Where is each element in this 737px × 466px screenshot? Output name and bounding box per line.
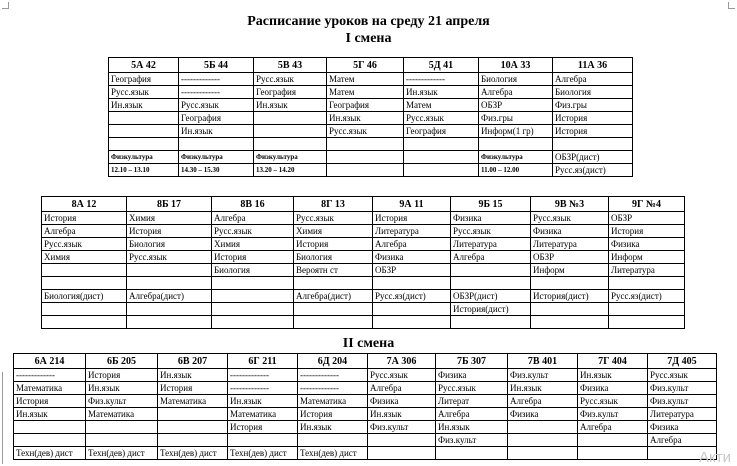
lesson-cell: Биология (212, 264, 294, 277)
lesson-cell: Физика (531, 225, 609, 238)
lesson-cell: Техн(дев) дист (228, 447, 298, 460)
class-header: 6Б 205 (86, 354, 158, 369)
lesson-cell: Алгебра (436, 408, 508, 421)
lesson-cell (254, 138, 327, 151)
watermark-text: Акти (699, 449, 731, 466)
lesson-cell: Физика (648, 421, 717, 434)
lesson-cell: Русс.язык (648, 369, 717, 382)
lesson-cell (373, 316, 451, 329)
lesson-cell (127, 316, 212, 329)
lesson-cell: Физ.культ (368, 421, 436, 434)
lesson-cell: Физ.культ (578, 408, 648, 421)
lesson-cell: Русс.язык (127, 251, 212, 264)
lesson-cell: Русс.язык (436, 382, 508, 395)
lesson-cell (508, 421, 578, 434)
class-header: 11А 36 (553, 58, 633, 73)
lesson-cell: Физика (373, 251, 451, 264)
lesson-cell (531, 316, 609, 329)
lesson-cell (109, 138, 179, 151)
class-header: 7В 401 (508, 354, 578, 369)
lesson-cell: Химия (42, 251, 127, 264)
lesson-cell: Физ.культ (648, 395, 717, 408)
lesson-row (42, 303, 685, 316)
class-header: 6Г 211 (228, 354, 298, 369)
class-header: 9Б 15 (451, 197, 531, 212)
lesson-cell (42, 264, 127, 277)
lesson-cell: Алгебра (479, 86, 553, 99)
lesson-cell: Литература (609, 264, 685, 277)
lesson-cell (578, 447, 648, 460)
lesson-cell: Физ.культ (648, 382, 717, 395)
page-edge-line (2, 372, 3, 464)
lesson-cell: ОБЗР (531, 251, 609, 264)
lesson-cell (373, 277, 451, 290)
lesson-cell: Ин.язык (254, 99, 327, 112)
lesson-row (42, 238, 685, 251)
lesson-row (42, 316, 685, 329)
lesson-cell (451, 316, 531, 329)
lesson-cell: Русс.язык (578, 395, 648, 408)
lesson-cell: Русс.язык (404, 112, 479, 125)
lesson-cell (531, 277, 609, 290)
lesson-cell (451, 264, 531, 277)
class-header: 7Г 404 (578, 354, 648, 369)
lesson-cell (368, 447, 436, 460)
lesson-cell: Русс.яз(дист) (609, 290, 685, 303)
lesson-cell: 13.20 – 14.20 (254, 164, 327, 177)
lesson-cell: История(дист) (531, 290, 609, 303)
lesson-cell (404, 151, 479, 164)
lesson-cell (451, 277, 531, 290)
lesson-cell: Алгебра(дист) (127, 290, 212, 303)
lesson-cell: Ин.язык (179, 125, 254, 138)
lesson-cell: ------------- (14, 369, 86, 382)
lesson-cell: Русс.язык (531, 212, 609, 225)
class-header: 8А 12 (42, 197, 127, 212)
class-header: 9Г №4 (609, 197, 685, 212)
lesson-cell (508, 447, 578, 460)
class-header: 5Б 44 (179, 58, 254, 73)
lesson-cell (254, 125, 327, 138)
lesson-cell: Ин.язык (327, 112, 404, 125)
lesson-cell (609, 277, 685, 290)
lesson-cell: Русс.язык (294, 212, 373, 225)
lesson-cell: Русс.яз(дист) (373, 290, 451, 303)
lesson-cell: Химия (294, 225, 373, 238)
lesson-row (42, 212, 685, 225)
lesson-cell: Физика (508, 408, 578, 421)
lesson-row (109, 112, 633, 125)
class-header: 8Г 13 (294, 197, 373, 212)
lesson-cell: Информ (609, 251, 685, 264)
lesson-cell (14, 421, 86, 434)
lesson-cell: Физика (368, 395, 436, 408)
lesson-cell: История (158, 382, 228, 395)
lesson-cell: Вероятн ст (294, 264, 373, 277)
lesson-cell (327, 138, 404, 151)
lesson-cell: Русс.яз(дист) (553, 164, 633, 177)
lesson-cell: Физкультура (109, 151, 179, 164)
lesson-cell: Русс.язык (179, 99, 254, 112)
lesson-cell (479, 138, 553, 151)
lesson-row (42, 225, 685, 238)
lesson-row (109, 99, 633, 112)
lesson-cell: Ин.язык (86, 382, 158, 395)
lesson-cell (212, 303, 294, 316)
class-header: 5Д 41 (404, 58, 479, 73)
lesson-cell: ------------- (298, 369, 368, 382)
lesson-cell: Физкультура (479, 151, 553, 164)
corner-mark-left (2, 2, 9, 9)
lesson-cell: История (212, 251, 294, 264)
lesson-cell (212, 277, 294, 290)
lesson-cell: Биология (127, 238, 212, 251)
lesson-cell (531, 303, 609, 316)
lesson-cell: История (127, 225, 212, 238)
lesson-cell: Литерат (436, 395, 508, 408)
lesson-row (109, 164, 633, 177)
lesson-cell (127, 264, 212, 277)
lesson-cell (86, 421, 158, 434)
lesson-cell (127, 277, 212, 290)
lesson-cell: Техн(дев) дист (298, 447, 368, 460)
lesson-cell (327, 164, 404, 177)
lesson-cell: История(дист) (451, 303, 531, 316)
schedule-table-shift2 (13, 353, 717, 460)
lesson-cell: История (42, 212, 127, 225)
lesson-cell: Алгебра (451, 251, 531, 264)
lesson-cell (179, 138, 254, 151)
lesson-cell: Алгебра (212, 212, 294, 225)
lesson-cell (609, 316, 685, 329)
lesson-cell: Алгебра(дист) (294, 290, 373, 303)
lesson-cell (42, 277, 127, 290)
class-header: 9А 11 (373, 197, 451, 212)
lesson-cell: Русс.язык (212, 225, 294, 238)
class-header: 8В 16 (212, 197, 294, 212)
lesson-cell: ОБЗР(дист) (451, 290, 531, 303)
lesson-cell: История (609, 225, 685, 238)
lesson-cell: Ин.язык (109, 99, 179, 112)
lesson-cell: Литература (451, 238, 531, 251)
lesson-cell: Биология (294, 251, 373, 264)
lesson-cell: Физкультура (254, 151, 327, 164)
lesson-cell (127, 303, 212, 316)
lesson-row (42, 290, 685, 303)
lesson-cell: География (109, 73, 179, 86)
lesson-cell: История (14, 395, 86, 408)
lesson-cell: Ин.язык (298, 421, 368, 434)
lesson-cell: Русс.язык (254, 73, 327, 86)
class-header: 5Г 46 (327, 58, 404, 73)
class-header: 7Б 307 (436, 354, 508, 369)
schedule-table-shift1-grades8-9 (41, 196, 685, 329)
lesson-cell: ------------- (298, 382, 368, 395)
lesson-cell: Русс.язык (368, 369, 436, 382)
lesson-cell: География (254, 86, 327, 99)
lesson-row (109, 151, 633, 164)
lesson-cell: ОБЗР (609, 212, 685, 225)
lesson-cell: Ин.язык (436, 421, 508, 434)
class-header: 7А 306 (368, 354, 436, 369)
lesson-cell: ------------- (404, 73, 479, 86)
lesson-cell: История (553, 125, 633, 138)
lesson-cell: Физика (578, 382, 648, 395)
lesson-row (14, 434, 717, 447)
lesson-cell (228, 434, 298, 447)
lesson-cell: Физ.культ (508, 369, 578, 382)
class-header: 5В 43 (254, 58, 327, 73)
lesson-cell: Техн(дев) дист (86, 447, 158, 460)
lesson-cell: Ин.язык (508, 382, 578, 395)
schedule-table-shift1 (108, 57, 633, 177)
lesson-cell: Литература (648, 408, 717, 421)
lesson-cell: Алгебра (42, 225, 127, 238)
lesson-cell: Литература (373, 225, 451, 238)
lesson-cell: Ин.язык (158, 369, 228, 382)
lesson-cell: Информ (531, 264, 609, 277)
lesson-cell (42, 303, 127, 316)
lesson-cell (109, 125, 179, 138)
class-header: 5А 42 (109, 58, 179, 73)
lesson-row (109, 73, 633, 86)
lesson-row (42, 251, 685, 264)
lesson-cell: Ин.язык (14, 408, 86, 421)
lesson-cell: История (373, 212, 451, 225)
lesson-cell: Ин.язык (368, 408, 436, 421)
lesson-cell: 12.10 – 13.10 (109, 164, 179, 177)
lesson-cell: Алгебра (553, 73, 633, 86)
lesson-cell: География (327, 99, 404, 112)
lesson-cell (373, 303, 451, 316)
lesson-cell (436, 447, 508, 460)
lesson-cell: 14.30 – 15.30 (179, 164, 254, 177)
page-title: Расписание уроков на среду 21 апреля (247, 14, 490, 29)
class-header: 6В 207 (158, 354, 228, 369)
lesson-cell (42, 316, 127, 329)
lesson-cell (298, 434, 368, 447)
lesson-cell (294, 277, 373, 290)
lesson-row (14, 447, 717, 460)
lesson-cell: Математика (158, 395, 228, 408)
lesson-cell (404, 138, 479, 151)
lesson-cell: 11.00 – 12.00 (479, 164, 553, 177)
lesson-row (14, 421, 717, 434)
lesson-cell: Техн(дев) дист (158, 447, 228, 460)
lesson-row (14, 408, 717, 421)
class-header: 8Б 17 (127, 197, 212, 212)
lesson-cell: Физика (451, 212, 531, 225)
lesson-cell: Алгебра (578, 421, 648, 434)
lesson-cell (578, 434, 648, 447)
lesson-cell (508, 434, 578, 447)
lesson-cell: Химия (212, 238, 294, 251)
lesson-cell: Математика (86, 408, 158, 421)
lesson-row (14, 395, 717, 408)
lesson-cell: Физкультура (179, 151, 254, 164)
lesson-row (42, 277, 685, 290)
lesson-cell: География (179, 112, 254, 125)
lesson-cell: ------------- (179, 86, 254, 99)
lesson-cell: Биология (553, 86, 633, 99)
lesson-row (14, 369, 717, 382)
lesson-cell: Физ.гры (479, 112, 553, 125)
lesson-cell (14, 434, 86, 447)
lesson-cell: ------------- (228, 382, 298, 395)
lesson-cell: ОБЗР (373, 264, 451, 277)
lesson-row (42, 264, 685, 277)
lesson-cell: Химия (127, 212, 212, 225)
lesson-cell (553, 138, 633, 151)
lesson-cell: Матем (327, 73, 404, 86)
lesson-cell: Русс.язык (42, 238, 127, 251)
lesson-cell: Техн(дев) дист (14, 447, 86, 460)
lesson-cell (109, 112, 179, 125)
lesson-cell: История (294, 238, 373, 251)
lesson-cell: Русс.язык (327, 125, 404, 138)
lesson-row (14, 382, 717, 395)
lesson-cell: ОБЗР(дист) (553, 151, 633, 164)
lesson-cell: Математика (298, 395, 368, 408)
lesson-cell: История (298, 408, 368, 421)
lesson-cell: Биология (479, 73, 553, 86)
lesson-cell: Физ.гры (553, 99, 633, 112)
lesson-row (109, 125, 633, 138)
lesson-cell (158, 408, 228, 421)
lesson-cell: Ин.язык (578, 369, 648, 382)
lesson-cell: Алгебра (508, 395, 578, 408)
lesson-cell: ------------- (179, 73, 254, 86)
lesson-cell: Алгебра (373, 238, 451, 251)
lesson-cell: История (86, 369, 158, 382)
lesson-cell: Физика (609, 238, 685, 251)
lesson-cell (158, 434, 228, 447)
lesson-cell: История (228, 421, 298, 434)
lesson-cell: Ин.язык (228, 395, 298, 408)
lesson-cell (86, 434, 158, 447)
lesson-cell: История (553, 112, 633, 125)
class-header: 9В №3 (531, 197, 609, 212)
lesson-cell (212, 316, 294, 329)
lesson-cell: Алгебра (368, 382, 436, 395)
lesson-cell: Физика (436, 369, 508, 382)
lesson-cell: Математика (14, 382, 86, 395)
lesson-row (109, 138, 633, 151)
corner-mark-right (728, 2, 735, 9)
lesson-cell: Физ.культ (86, 395, 158, 408)
lesson-cell: Биология(дист) (42, 290, 127, 303)
lesson-cell: Русс.язык (109, 86, 179, 99)
shift-1-title: I смена (345, 31, 392, 46)
lesson-cell: Физ.культ (436, 434, 508, 447)
lesson-cell: Математика (228, 408, 298, 421)
lesson-cell (158, 421, 228, 434)
class-header: 6Д 204 (298, 354, 368, 369)
lesson-cell: ОБЗР (479, 99, 553, 112)
lesson-cell (368, 434, 436, 447)
shift-2-title: II смена (342, 336, 395, 351)
lesson-cell (327, 151, 404, 164)
lesson-cell: Алгебра (648, 434, 717, 447)
lesson-cell (404, 164, 479, 177)
class-header: 6А 214 (14, 354, 86, 369)
class-header: 7Д 405 (648, 354, 717, 369)
lesson-cell: Русс.язык (451, 225, 531, 238)
class-header: 10А 33 (479, 58, 553, 73)
lesson-cell: ------------- (228, 369, 298, 382)
lesson-cell: Литература (531, 238, 609, 251)
lesson-row (109, 86, 633, 99)
lesson-cell (294, 303, 373, 316)
lesson-cell: Ин.язык (404, 86, 479, 99)
lesson-cell: Информ(1 гр) (479, 125, 553, 138)
lesson-cell (294, 316, 373, 329)
lesson-cell: Матем (404, 99, 479, 112)
lesson-cell (609, 303, 685, 316)
lesson-cell (212, 290, 294, 303)
lesson-cell: Матем (327, 86, 404, 99)
lesson-cell (254, 112, 327, 125)
lesson-cell: География (404, 125, 479, 138)
